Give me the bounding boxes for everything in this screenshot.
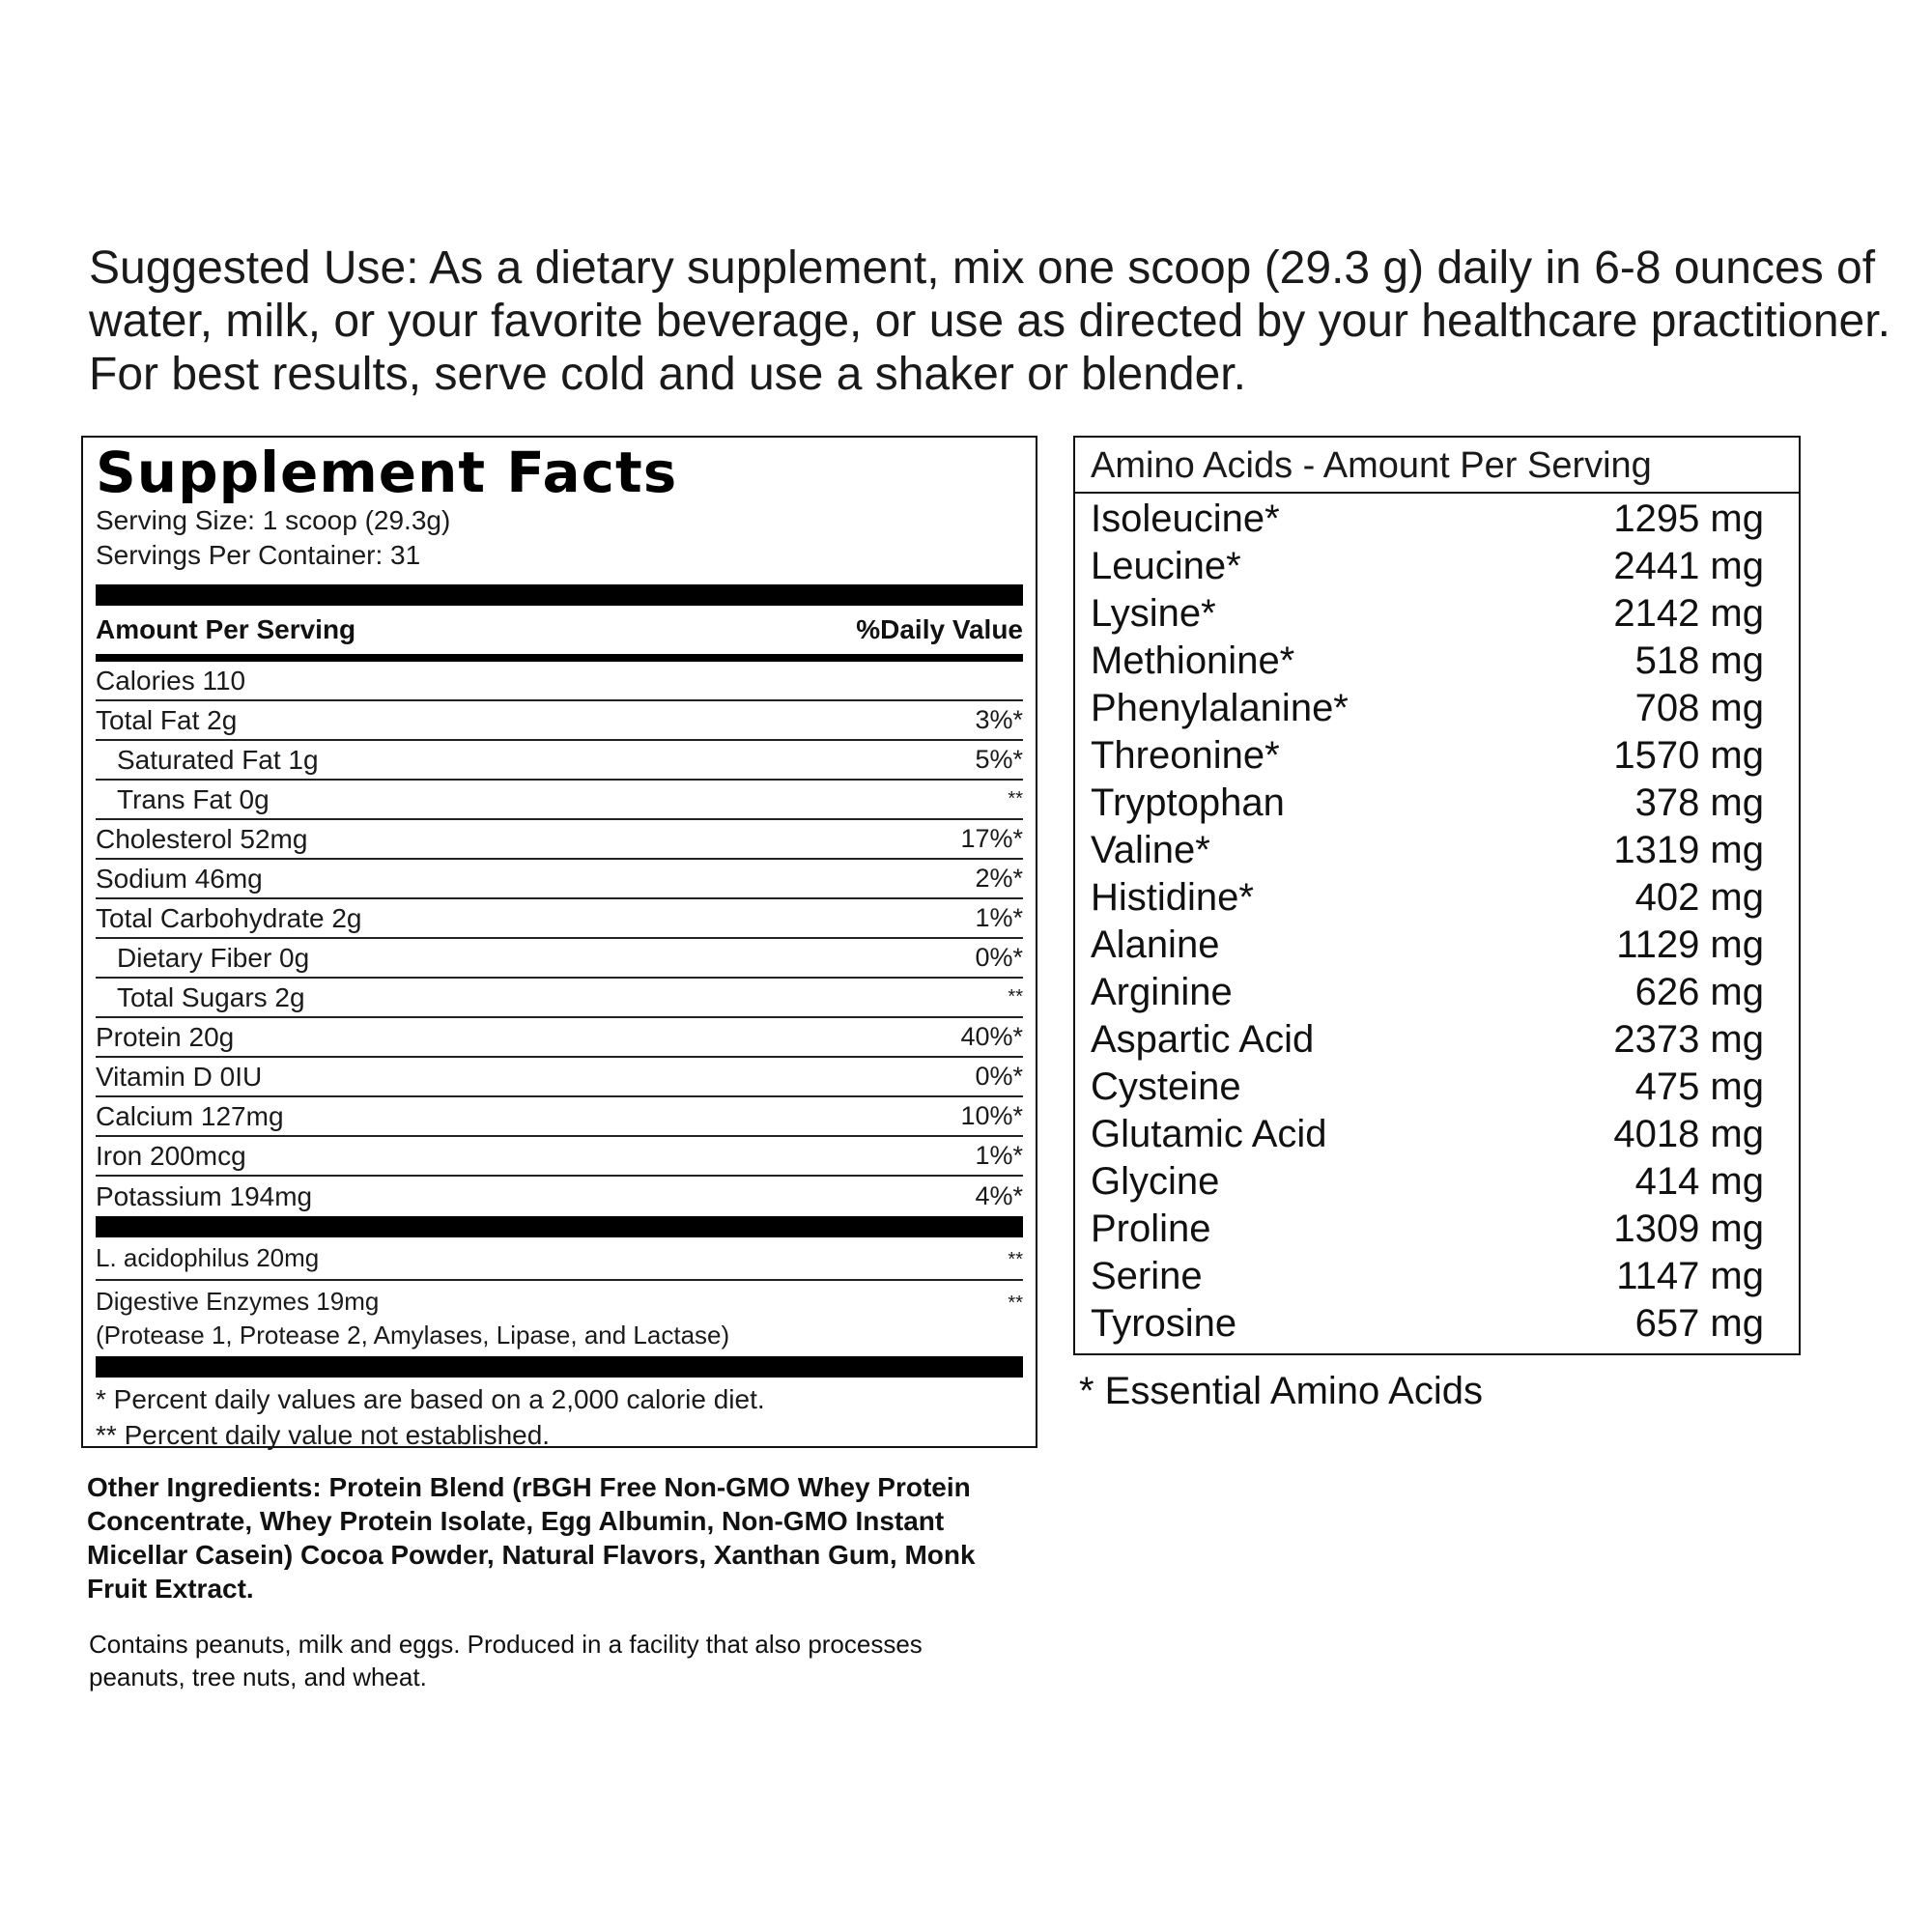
- daily-value-header: %Daily Value: [856, 614, 1023, 644]
- amino-amount: 1295 mg: [1613, 497, 1764, 540]
- extra-ingredient-text: [96, 1287, 729, 1350]
- amino-amount: 1309 mg: [1613, 1208, 1764, 1250]
- nutrient-label: Total Fat 2g: [96, 704, 238, 735]
- footnote-not-established: ** Percent daily value not established.: [96, 1420, 551, 1450]
- amino-amount: 708 mg: [1634, 687, 1764, 729]
- nutrient-row: [96, 701, 1023, 741]
- suggested-use-text: Suggested Use: As a dietary supplement, mix one scoop (29.3 g) daily in 6-8 ounces of water, milk, or your favorite beverage, or use as directed by your healthcare practitioner. For best results, serve cold and use a shaker or blender.: [89, 242, 1890, 400]
- nutrient-label: Dietary Fiber 0g: [117, 942, 310, 973]
- amino-name: Methionine*: [1091, 639, 1295, 682]
- other-ingredients: [87, 1470, 1014, 1605]
- extra-ingredient-list: [96, 1237, 1023, 1356]
- amino-list: [1075, 494, 1799, 1348]
- nutrient-label: Cholesterol 52mg: [96, 823, 308, 854]
- footnote-daily-values: * Percent daily values are based on a 2,000 calorie diet.: [96, 1384, 765, 1414]
- nutrient-row: [96, 979, 1023, 1018]
- amino-row: [1091, 874, 1764, 922]
- amino-row: [1091, 780, 1764, 827]
- nutrient-label: Calcium 127mg: [96, 1100, 284, 1131]
- serving-size: Serving Size: 1 scoop (29.3g): [96, 505, 451, 535]
- nutrient-daily-value: 2%*: [975, 864, 1023, 893]
- ingredients-label: Other Ingredients:: [87, 1472, 322, 1502]
- amino-name: Valine*: [1091, 829, 1210, 871]
- amino-amount: 378 mg: [1634, 781, 1764, 824]
- extra-ingredient-label: Digestive Enzymes 19mg: [96, 1287, 380, 1316]
- amino-row: [1091, 1253, 1764, 1300]
- nutrient-row: [96, 860, 1023, 899]
- extra-ingredient-row: [96, 1281, 1023, 1356]
- nutrient-label: Total Sugars 2g: [117, 981, 305, 1012]
- amino-row: [1091, 590, 1764, 638]
- amino-amount: 1319 mg: [1613, 829, 1764, 871]
- essential-amino-note: * Essential Amino Acids: [1079, 1370, 1483, 1412]
- amino-amount: 2373 mg: [1613, 1018, 1764, 1061]
- amino-row: [1091, 827, 1764, 874]
- nutrient-daily-value: 17%*: [960, 824, 1023, 853]
- facts-title: Supplement Facts: [96, 440, 678, 505]
- nutrient-row: [96, 1177, 1023, 1216]
- nutrient-daily-value: 4%*: [975, 1181, 1023, 1210]
- amino-row: [1091, 922, 1764, 969]
- amino-name: Isoleucine*: [1091, 497, 1280, 540]
- extra-ingredient-label: L. acidophilus 20mg: [96, 1243, 320, 1272]
- nutrient-daily-value: **: [1008, 788, 1023, 810]
- extra-ingredient-sub: (Protease 1, Protease 2, Amylases, Lipase, and Lactase): [96, 1321, 730, 1350]
- amino-name: Phenylalanine*: [1091, 687, 1349, 729]
- amino-header: Amino Acids - Amount Per Serving: [1075, 438, 1799, 494]
- amino-name: Histidine*: [1091, 876, 1254, 919]
- nutrient-row: [96, 1058, 1023, 1097]
- amino-amount: 2441 mg: [1613, 545, 1764, 587]
- extra-ingredient-text: [96, 1243, 319, 1273]
- amino-name: Alanine: [1091, 923, 1220, 966]
- amino-name: Tryptophan: [1091, 781, 1285, 824]
- nutrient-daily-value: 1%*: [975, 903, 1023, 932]
- amino-name: Aspartic Acid: [1091, 1018, 1315, 1061]
- amino-amount: 402 mg: [1634, 876, 1764, 919]
- nutrient-daily-value: 0%*: [975, 1062, 1023, 1091]
- amino-row: [1091, 1016, 1764, 1064]
- nutrient-daily-value: 40%*: [960, 1022, 1023, 1051]
- amino-name: Glutamic Acid: [1091, 1113, 1327, 1155]
- amino-row: [1091, 969, 1764, 1016]
- extra-ingredient-daily-value: **: [1008, 1249, 1023, 1270]
- amino-amount: 1147 mg: [1616, 1255, 1764, 1297]
- nutrient-daily-value: 5%*: [975, 745, 1023, 774]
- amino-amount: 475 mg: [1634, 1065, 1764, 1108]
- nutrient-label: Total Carbohydrate 2g: [96, 902, 362, 933]
- nutrient-daily-value: 3%*: [975, 705, 1023, 734]
- amino-row: [1091, 732, 1764, 780]
- amino-name: Glycine: [1091, 1160, 1220, 1203]
- amino-row: [1091, 685, 1764, 732]
- nutrient-label: Saturated Fat 1g: [117, 744, 319, 775]
- amino-row: [1091, 1064, 1764, 1111]
- allergen-statement: Contains peanuts, milk and eggs. Produced in a facility that also processes peanuts, tree nuts, and wheat.: [89, 1630, 923, 1691]
- nutrient-label: Sodium 46mg: [96, 863, 263, 894]
- nutrient-row: [96, 1137, 1023, 1177]
- nutrient-row: [96, 741, 1023, 781]
- extra-ingredient-row: [96, 1237, 1023, 1281]
- amino-amount: 414 mg: [1634, 1160, 1764, 1203]
- nutrient-daily-value: 1%*: [975, 1141, 1023, 1170]
- nutrient-label: Protein 20g: [96, 1021, 235, 1052]
- nutrient-daily-value: **: [1008, 986, 1023, 1008]
- amino-row: [1091, 496, 1764, 543]
- nutrient-row: [96, 1018, 1023, 1058]
- divider-thick: [96, 1216, 1023, 1237]
- amount-per-serving-label: Amount Per Serving: [96, 614, 356, 644]
- nutrient-label: Vitamin D 0IU: [96, 1061, 263, 1092]
- nutrient-label: Potassium 194mg: [96, 1180, 313, 1211]
- amino-name: Serine: [1091, 1255, 1203, 1297]
- nutrient-row: [96, 781, 1023, 820]
- amino-row: [1091, 1158, 1764, 1206]
- nutrient-label: Iron 200mcg: [96, 1140, 246, 1171]
- ingredients-text: Protein Blend (rBGH Free Non-GMO Whey Protein Concentrate, Whey Protein Isolate, Egg Albumin, Non-GMO Instant Micellar Casein) Cocoa Powder, Natural Flavors, Xanthan Gum, Monk Fruit Extract.: [87, 1472, 976, 1604]
- amino-amount: 4018 mg: [1613, 1113, 1764, 1155]
- nutrient-row: [96, 820, 1023, 860]
- nutrient-row: [96, 899, 1023, 939]
- amino-name: Threonine*: [1091, 734, 1280, 777]
- amino-row: [1091, 1206, 1764, 1253]
- amino-amount: 1570 mg: [1613, 734, 1764, 777]
- amino-name: Lysine*: [1091, 592, 1216, 635]
- nutrient-list: [96, 662, 1023, 1216]
- nutrient-daily-value: 10%*: [960, 1101, 1023, 1130]
- amino-amount: 657 mg: [1634, 1302, 1764, 1345]
- nutrient-label: Trans Fat 0g: [117, 783, 270, 814]
- nutrient-daily-value: 0%*: [975, 943, 1023, 972]
- amino-name: Proline: [1091, 1208, 1211, 1250]
- divider-thick: [96, 1356, 1023, 1378]
- nutrient-label: Calories 110: [96, 665, 246, 696]
- amino-row: [1091, 1300, 1764, 1348]
- amino-amount: 518 mg: [1634, 639, 1764, 682]
- nutrient-row: [96, 662, 1023, 701]
- amino-amount: 2142 mg: [1613, 592, 1764, 635]
- amino-name: Arginine: [1091, 971, 1233, 1013]
- nutrient-row: [96, 939, 1023, 979]
- amount-per-serving-row: [96, 606, 1023, 654]
- extra-ingredient-daily-value: **: [1008, 1293, 1023, 1314]
- amino-amount: 626 mg: [1634, 971, 1764, 1013]
- amino-row: [1091, 1111, 1764, 1158]
- servings-per-container: Servings Per Container: 31: [96, 540, 421, 570]
- amino-row: [1091, 543, 1764, 590]
- amino-name: Tyrosine: [1091, 1302, 1237, 1345]
- amino-amount: 1129 mg: [1616, 923, 1764, 966]
- nutrient-row: [96, 1097, 1023, 1137]
- amino-acids-panel: [1073, 436, 1801, 1355]
- amino-row: [1091, 638, 1764, 685]
- facts-footnotes: [96, 1378, 1023, 1453]
- divider-thick: [96, 584, 1023, 606]
- divider-medium: [96, 654, 1023, 662]
- supplement-facts-panel: [81, 436, 1037, 1448]
- amino-name: Leucine*: [1091, 545, 1241, 587]
- amino-name: Cysteine: [1091, 1065, 1241, 1108]
